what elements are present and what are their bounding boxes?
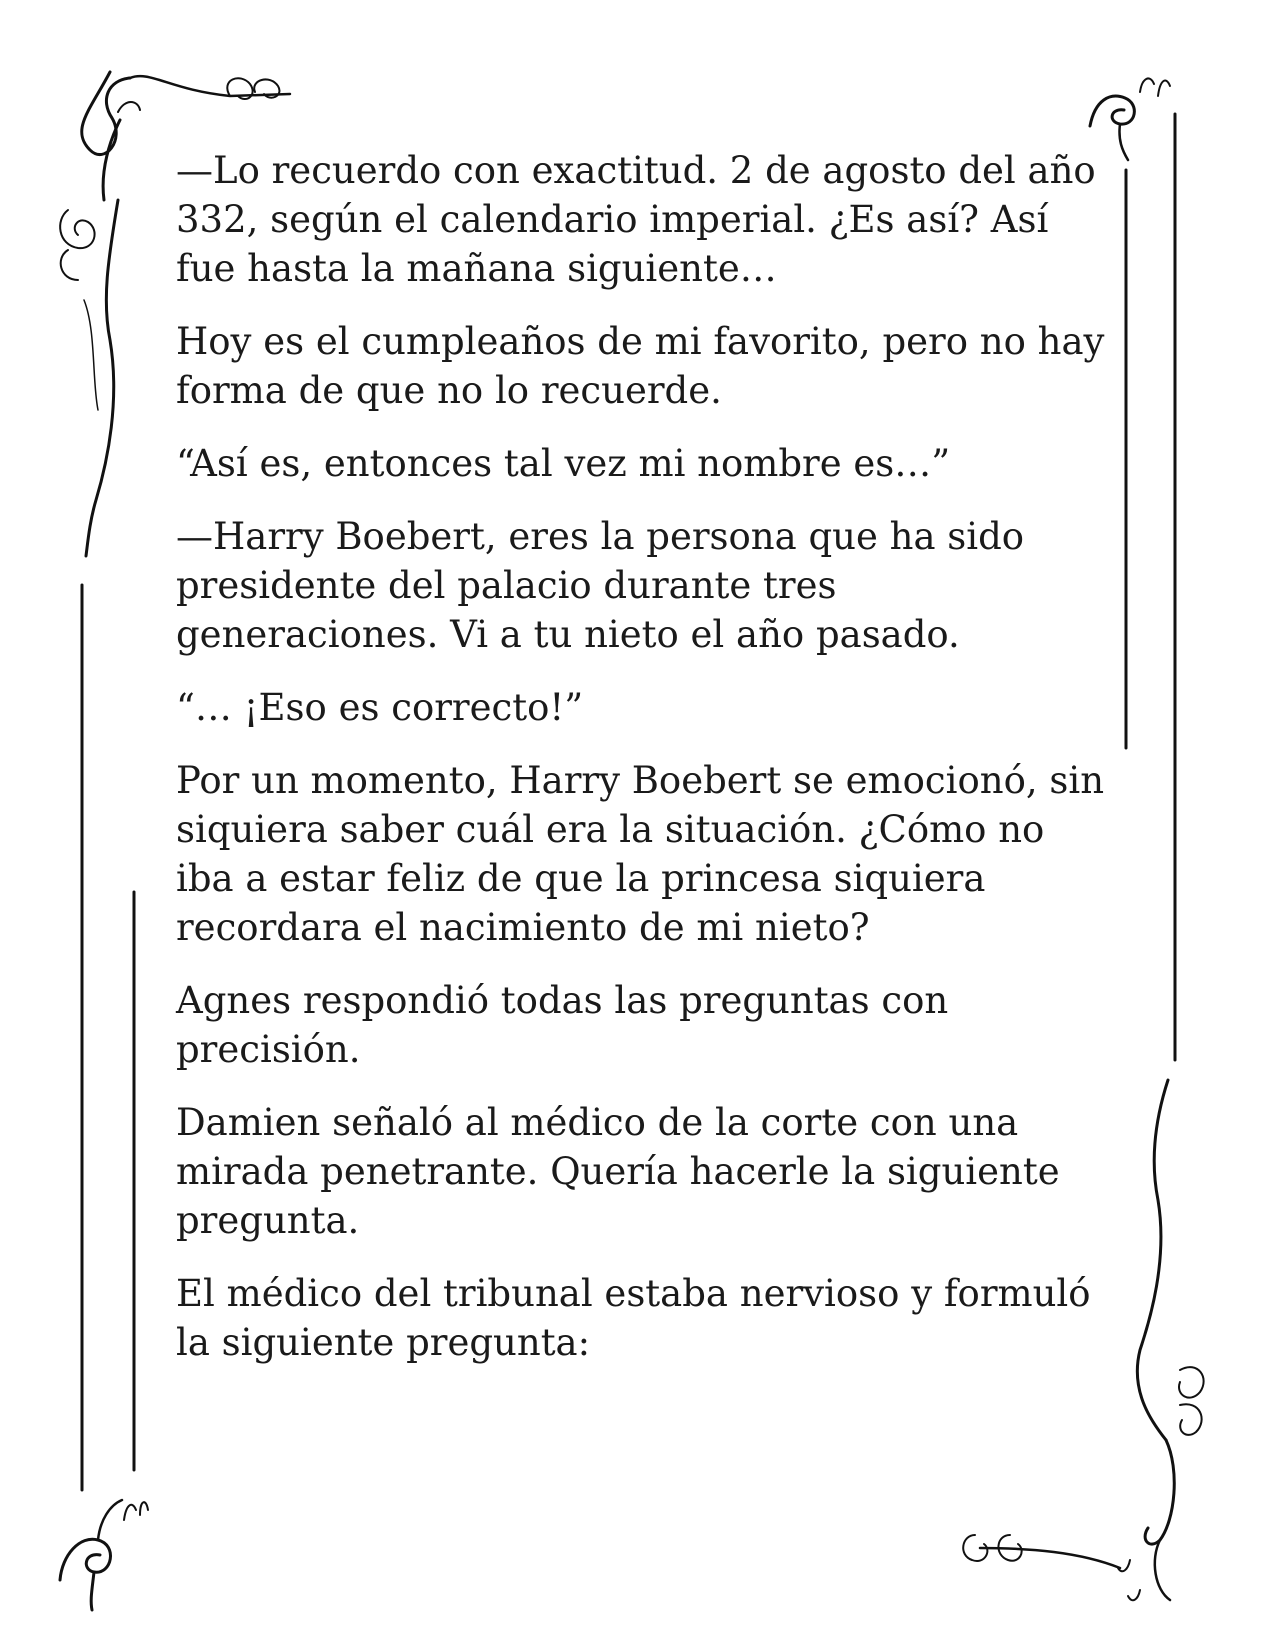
body-text bbox=[176, 146, 1106, 1391]
paragraph: —Lo recuerdo con exactitud. 2 de agosto del año 332, según el calendario imperial. ¿Es así? Así fue hasta la mañana siguiente… bbox=[176, 149, 1096, 290]
paragraph: “… ¡Eso es correcto!” bbox=[176, 686, 584, 729]
paragraph: Hoy es el cumpleaños de mi favorito, pero no hay forma de que no lo recuerde. bbox=[176, 320, 1105, 412]
paragraph: —Harry Boebert, eres la persona que ha sido presidente del palacio durante tres generaciones. Vi a tu nieto el año pasado. bbox=[176, 515, 1025, 656]
paragraph: “Así es, entonces tal vez mi nombre es…” bbox=[176, 442, 951, 485]
paragraph: Damien señaló al médico de la corte con una mirada penetrante. Quería hacerle la siguiente pregunta. bbox=[176, 1101, 1060, 1242]
bottom-left-flourish-icon bbox=[60, 1500, 148, 1610]
paragraph: Por un momento, Harry Boebert se emocionó, sin siquiera saber cuál era la situación. ¿Cómo no iba a estar feliz de que la princesa siquiera recordara el nacimiento de mi nieto? bbox=[176, 759, 1105, 949]
paragraph: Agnes respondió todas las preguntas con precisión. bbox=[176, 979, 949, 1071]
paragraph: El médico del tribunal estaba nervioso y formuló la siguiente pregunta: bbox=[176, 1272, 1091, 1364]
